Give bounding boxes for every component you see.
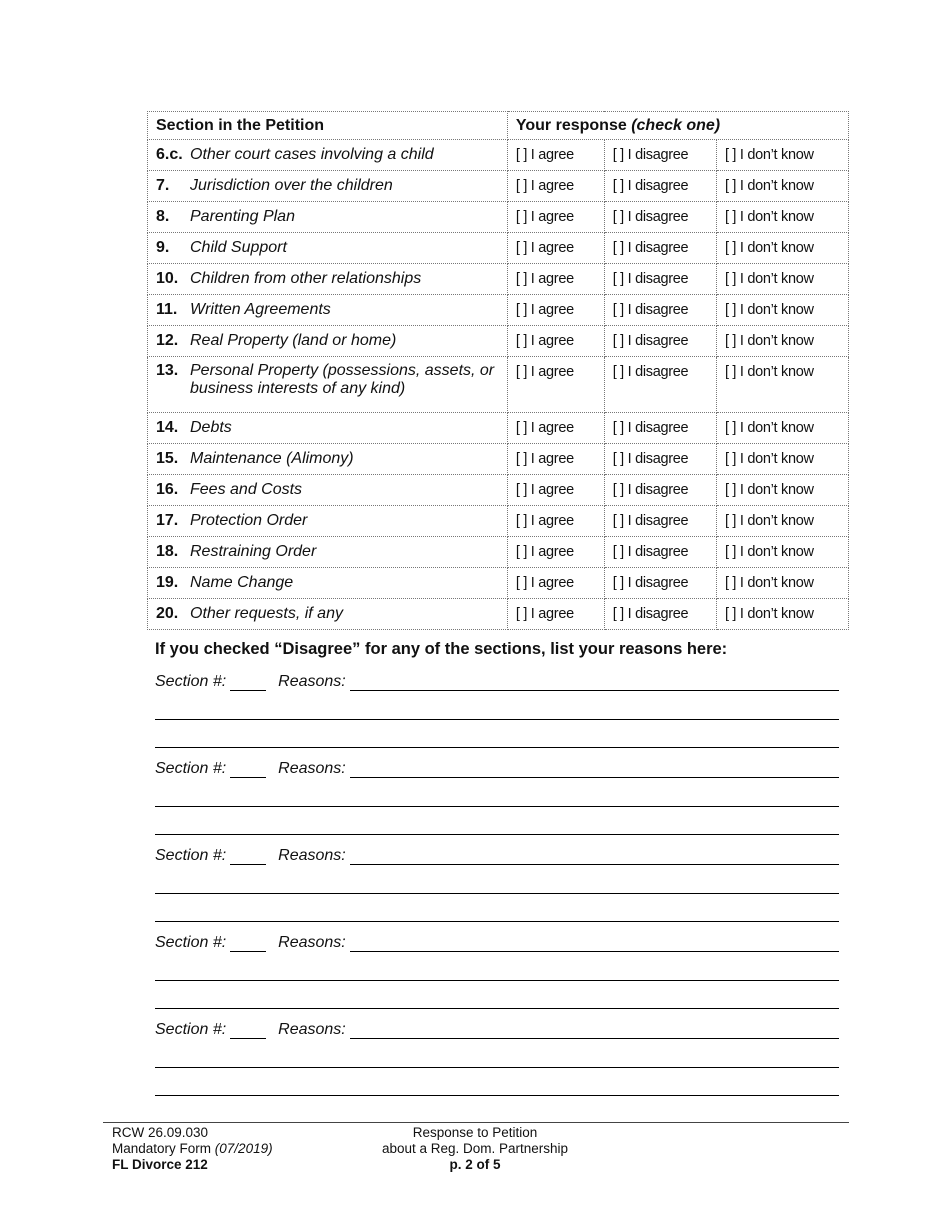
table-row	[148, 444, 849, 475]
agree-checkbox[interactable]: [ ] I agree	[507, 506, 604, 537]
reason-entry	[155, 845, 839, 922]
dont-know-checkbox[interactable]: [ ] I don’t know	[716, 568, 848, 599]
section-number: 15.	[156, 450, 179, 467]
dont-know-checkbox[interactable]: [ ] I don’t know	[716, 506, 848, 537]
section-number: 18.	[156, 543, 179, 560]
disagree-checkbox[interactable]: [ ] I disagree	[604, 202, 716, 233]
disagree-checkbox[interactable]: [ ] I disagree	[604, 140, 716, 171]
agree-checkbox[interactable]: [ ] I agree	[507, 326, 604, 357]
reasons-field[interactable]	[350, 676, 839, 691]
section-cell	[148, 295, 508, 326]
section-title: Name Change	[190, 574, 294, 591]
agree-checkbox[interactable]: [ ] I agree	[507, 140, 604, 171]
section-number-label: Section #:	[155, 673, 227, 690]
section-cell	[148, 171, 508, 202]
section-cell	[148, 140, 508, 171]
reasons-label: Reasons:	[278, 760, 346, 777]
table-row	[148, 537, 849, 568]
reasons-label: Reasons:	[278, 847, 346, 864]
disagree-checkbox[interactable]: [ ] I disagree	[604, 506, 716, 537]
footer-left	[112, 1125, 273, 1173]
dont-know-checkbox[interactable]: [ ] I don’t know	[716, 140, 848, 171]
section-cell	[148, 233, 508, 264]
section-number: 14.	[156, 419, 179, 436]
footer-mandatory-label: Mandatory Form	[112, 1141, 212, 1156]
table-row	[148, 171, 849, 202]
reasons-continuation-line[interactable]	[155, 807, 839, 836]
agree-checkbox[interactable]: [ ] I agree	[507, 295, 604, 326]
section-number: 7.	[156, 177, 170, 194]
reasons-label: Reasons:	[278, 934, 346, 951]
table-row	[148, 506, 849, 537]
dont-know-checkbox[interactable]: [ ] I don’t know	[716, 599, 848, 630]
dont-know-checkbox[interactable]: [ ] I don’t know	[716, 537, 848, 568]
section-number-label: Section #:	[155, 760, 227, 777]
disagree-checkbox[interactable]: [ ] I disagree	[604, 444, 716, 475]
reason-entry	[155, 932, 839, 1009]
footer-date: (07/2019)	[214, 1141, 273, 1156]
footer-form-id: FL Divorce 212	[112, 1157, 208, 1172]
dont-know-checkbox[interactable]: [ ] I don’t know	[716, 233, 848, 264]
reasons-label: Reasons:	[278, 673, 346, 690]
section-cell	[148, 599, 508, 630]
agree-checkbox[interactable]: [ ] I agree	[507, 171, 604, 202]
reasons-label: Reasons:	[278, 1021, 346, 1038]
section-cell	[148, 537, 508, 568]
section-number: 6.c.	[156, 146, 183, 163]
reasons-continuation-line[interactable]	[155, 1039, 839, 1068]
footer-page: p. 2 of 5	[449, 1157, 501, 1172]
section-number-field[interactable]	[230, 763, 266, 778]
dont-know-checkbox[interactable]: [ ] I don’t know	[716, 202, 848, 233]
footer-divider	[103, 1122, 849, 1123]
table-row	[148, 264, 849, 295]
footer-center	[325, 1125, 625, 1173]
section-number-field[interactable]	[230, 937, 266, 952]
agree-checkbox[interactable]: [ ] I agree	[507, 413, 604, 444]
table-row	[148, 413, 849, 444]
header-section: Section in the Petition	[148, 112, 508, 140]
section-title: Other requests, if any	[190, 605, 343, 622]
section-number: 9.	[156, 239, 170, 256]
agree-checkbox[interactable]: [ ] I agree	[507, 233, 604, 264]
petition-response-table	[147, 111, 849, 630]
reasons-field[interactable]	[350, 937, 839, 952]
reasons-field[interactable]	[350, 850, 839, 865]
section-number-label: Section #:	[155, 934, 227, 951]
section-number: 13.	[156, 362, 179, 379]
header-response	[507, 112, 848, 140]
section-number: 17.	[156, 512, 179, 529]
section-number-label: Section #:	[155, 847, 227, 864]
disagree-checkbox[interactable]: [ ] I disagree	[604, 599, 716, 630]
dont-know-checkbox[interactable]: [ ] I don’t know	[716, 295, 848, 326]
agree-checkbox[interactable]: [ ] I agree	[507, 537, 604, 568]
section-number-field[interactable]	[230, 850, 266, 865]
section-cell	[148, 568, 508, 599]
section-cell	[148, 444, 508, 475]
reasons-continuation-line[interactable]	[155, 894, 839, 923]
dont-know-checkbox[interactable]: [ ] I don’t know	[716, 475, 848, 506]
disagree-checkbox[interactable]: [ ] I disagree	[604, 357, 716, 413]
section-number: 11.	[156, 301, 178, 318]
section-title: Debts	[190, 419, 232, 436]
section-title: Child Support	[190, 239, 287, 256]
disagree-checkbox[interactable]: [ ] I disagree	[604, 295, 716, 326]
section-number: 10.	[156, 270, 179, 287]
dont-know-checkbox[interactable]: [ ] I don’t know	[716, 444, 848, 475]
agree-checkbox[interactable]: [ ] I agree	[507, 475, 604, 506]
disagree-checkbox[interactable]: [ ] I disagree	[604, 233, 716, 264]
disagree-instructions: If you checked “Disagree” for any of the sections, list your reasons here:	[155, 640, 728, 658]
reasons-continuation-line[interactable]	[155, 952, 839, 981]
disagree-checkbox[interactable]: [ ] I disagree	[604, 413, 716, 444]
section-title: Children from other relationships	[190, 270, 422, 287]
dont-know-checkbox[interactable]: [ ] I don’t know	[716, 264, 848, 295]
section-cell	[148, 506, 508, 537]
header-response-label: Your response	[515, 116, 627, 134]
section-title: Restraining Order	[190, 543, 317, 560]
reasons-continuation-line[interactable]	[155, 778, 839, 807]
reasons-continuation-line[interactable]	[155, 865, 839, 894]
agree-checkbox[interactable]: [ ] I agree	[507, 357, 604, 413]
table-row	[148, 202, 849, 233]
section-cell	[148, 475, 508, 506]
section-number-field[interactable]	[230, 1024, 266, 1039]
section-number-field[interactable]	[230, 676, 266, 691]
section-cell	[148, 326, 508, 357]
section-number: 12.	[156, 332, 179, 349]
dont-know-checkbox[interactable]: [ ] I don’t know	[716, 326, 848, 357]
section-title: Written Agreements	[190, 301, 331, 318]
agree-checkbox[interactable]: [ ] I agree	[507, 264, 604, 295]
section-number: 19.	[156, 574, 179, 591]
footer-title-line2: about a Reg. Dom. Partnership	[381, 1141, 569, 1156]
section-title: Protection Order	[190, 512, 308, 529]
agree-checkbox[interactable]: [ ] I agree	[507, 444, 604, 475]
footer-mandatory	[112, 1141, 273, 1157]
section-title: Jurisdiction over the children	[190, 177, 393, 194]
section-number: 16.	[156, 481, 179, 498]
table-row	[148, 599, 849, 630]
agree-checkbox[interactable]: [ ] I agree	[507, 568, 604, 599]
section-title: Fees and Costs	[190, 481, 303, 498]
section-cell	[148, 202, 508, 233]
section-number-label: Section #:	[155, 1021, 227, 1038]
table-row	[148, 357, 849, 413]
table-row	[148, 568, 849, 599]
section-title: Real Property (land or home)	[190, 332, 397, 349]
section-number: 8.	[156, 208, 170, 225]
table-row	[148, 140, 849, 171]
section-title: Maintenance (Alimony)	[190, 450, 354, 467]
table-row	[148, 295, 849, 326]
section-number: 20.	[156, 605, 179, 622]
table-row	[148, 326, 849, 357]
table-header-row	[148, 112, 849, 140]
footer-rcw: RCW 26.09.030	[112, 1125, 209, 1140]
reasons-continuation-line[interactable]	[155, 1068, 839, 1097]
reason-entry	[155, 671, 839, 748]
disagree-checkbox[interactable]: [ ] I disagree	[604, 568, 716, 599]
reasons-continuation-line[interactable]	[155, 981, 839, 1010]
reasons-continuation-line[interactable]	[155, 720, 839, 749]
section-title: Parenting Plan	[190, 208, 295, 225]
table-row	[148, 233, 849, 264]
dont-know-checkbox[interactable]: [ ] I don’t know	[716, 357, 848, 413]
section-cell	[148, 264, 508, 295]
section-title: Other court cases involving a child	[190, 146, 434, 163]
disagree-checkbox[interactable]: [ ] I disagree	[604, 264, 716, 295]
reasons-continuation-line[interactable]	[155, 691, 839, 720]
disagree-checkbox[interactable]: [ ] I disagree	[604, 171, 716, 202]
agree-checkbox[interactable]: [ ] I agree	[507, 202, 604, 233]
agree-checkbox[interactable]: [ ] I agree	[507, 599, 604, 630]
reason-entry	[155, 1019, 839, 1096]
dont-know-checkbox[interactable]: [ ] I don’t know	[716, 171, 848, 202]
reasons-field[interactable]	[350, 1024, 839, 1039]
disagree-checkbox[interactable]: [ ] I disagree	[604, 326, 716, 357]
section-cell	[148, 413, 508, 444]
dont-know-checkbox[interactable]: [ ] I don’t know	[716, 413, 848, 444]
table-row	[148, 475, 849, 506]
header-response-hint: (check one)	[631, 116, 721, 134]
footer-title-line1: Response to Petition	[412, 1125, 538, 1140]
disagree-checkbox[interactable]: [ ] I disagree	[604, 537, 716, 568]
section-title: Personal Property (possessions, assets, or business interests of any kind)	[190, 362, 495, 397]
reason-entry	[155, 758, 839, 835]
reasons-field[interactable]	[350, 763, 839, 778]
section-cell	[148, 357, 508, 413]
disagree-checkbox[interactable]: [ ] I disagree	[604, 475, 716, 506]
